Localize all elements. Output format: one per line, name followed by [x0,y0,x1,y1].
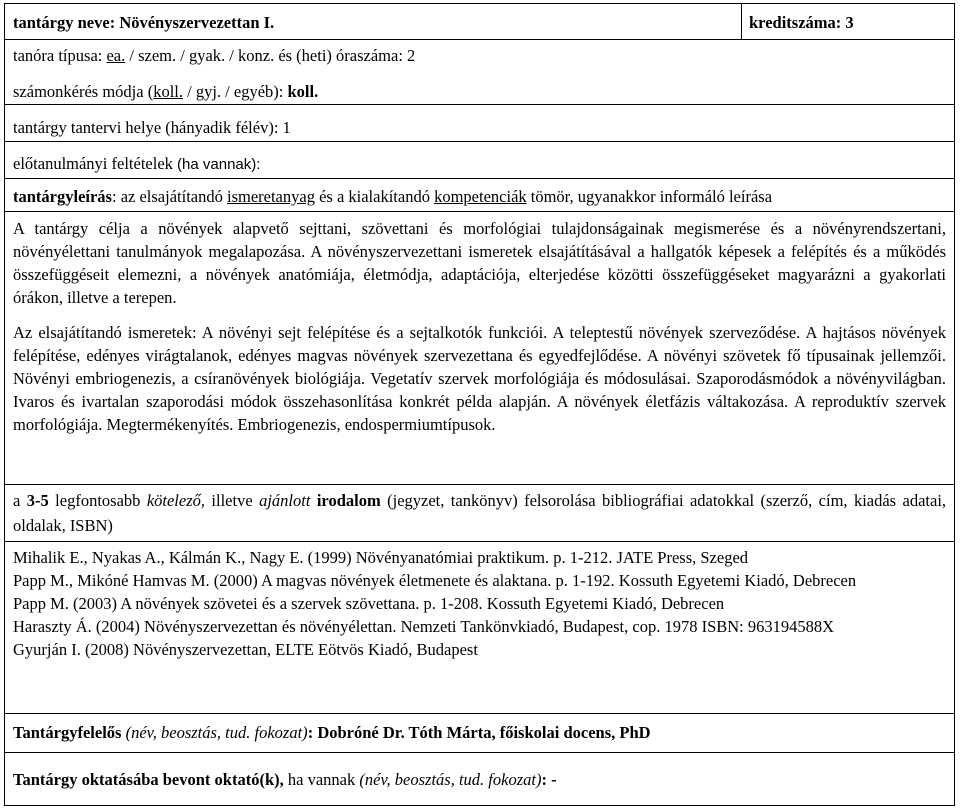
subject-name-cell [5,11,740,34]
description-text-2: ismeretanyag [226,187,315,206]
literature-item: Haraszty Á. (2004) Növényszervezettan és növényélettan. Nemzeti Tankönvkiadó, Budapest, cop. 1978 ISBN: 963194588X [13,617,835,636]
instructors-label: Tantárgy oktatásába bevont oktató(k), [13,770,284,789]
literature-item: Mihalik E., Nyakas A., Kálmán K., Nagy E. (1999) Növényanatómiai praktikum. p. 1-212. JATE Press, Szeged [13,548,749,567]
class-type-rest: / szem. / gyak. / konz. és (heti) óraszáma: 2 [125,46,416,65]
prereq-note: (ha vannak): [177,156,261,173]
lit-heading-1: a [13,491,27,510]
responsible-colon: : [307,723,318,742]
responsible-row [5,721,954,744]
exam-rest: / gyj. / egyéb): [183,82,288,101]
semester-row [5,116,954,139]
literature-list [5,546,954,661]
content-cell [5,217,954,436]
prereq-row [5,152,954,176]
lit-heading-8: irodalom [316,491,381,510]
aim-paragraph: A tantárgy célja a növények alapvető sejttani, szövettani és morfológiai tulajdonságainak megismerése és a növényrendszertani, növényélettani tanulmányok megalapozása. A növényszervezettani ismeretek elsajátításával a hallgatók képesek a felépítés és a működés összefüggéseit elemezni, a növények anatómiája, életmódja, adaptációja, elterjedése közötti összefüggéseket magyarázni a gyakorlati órákon, illetve a terepen. [13,219,946,307]
description-text-4: kompetenciák [434,187,527,206]
description-text-1: : az elsajátítandó [111,187,227,206]
instructors-mid: ha vannak [283,770,360,789]
credit-label: kreditszáma: 3 [749,13,854,32]
subject-label: tantárgy neve: [13,13,120,32]
instructors-note: (név, beosztás, tud. fokozat) [359,770,542,789]
lit-heading-3: legfontosabb [48,491,147,510]
description-heading [5,185,954,208]
lit-heading-9: (jegyzet, tankönyv) felsorolása bibliográfiai adatokkal (szerző, cím, kiadás adatai, oldalak, ISBN) [13,491,947,535]
instructors-end: : - [541,770,557,789]
lit-heading-2: 3-5 [26,491,49,510]
lit-heading-4: kötelező, [146,491,205,510]
lit-heading-6: ajánlott [259,491,311,510]
responsible-label: Tantárgyfelelős [13,723,122,742]
literature-item: Papp M. (2003) A növények szövetei és a szervek szövettana. p. 1-208. Kossuth Egyetemi Kiadó, Debrecen [13,594,725,613]
subject-name: Növényszervezettan I. [119,13,275,32]
class-type-prefix: tanóra típusa: [13,46,107,65]
description-text-5: tömör, ugyanakkor informáló leírása [526,187,773,206]
instructors-row [5,768,954,791]
exam-row [5,80,954,103]
literature-item: Papp M., Mikóné Hamvas M. (2000) A magvas növények életmenete és alaktana. p. 1-192. Kossuth Egyetemi Kiadó, Debrecen [13,571,857,590]
description-text-3: és a kialakítandó [314,187,435,206]
exam-koll: koll. [153,82,183,101]
semester-text: tantárgy tantervi helye (hányadik félév): 1 [13,118,291,137]
credit-cell [741,11,955,34]
prereq-label: előtanulmányi feltételek [13,154,178,173]
knowledge-paragraph: Az elsajátítandó ismeretek: A növényi sejt felépítése és a sejtalkotók funkciói. A teleptestű növények szerveződése. A hajtásos növények felépítése, edényes virágtalanok, edényes magvas növények szervezettana és egyedfejlődése. A növényi szövetek fő típusainak jellemzői. Növényi embriogenezis, a csíranövények biológiája. Vegetatív szervek morfológiája és módosulásai. Szaporodásmódok a növényvilágban. Ivaros és ivartalan szaporodási módok összehasonlítása konkrét példa alapján. A növények életfázis váltakozása. A reproduktív szervek morfológiája. Megtermékenyítés. Embriogenezis, endospermiumtípusok. [13,323,946,434]
description-label: tantárgyleírás [13,187,112,206]
literature-heading [5,488,954,538]
lit-heading-5: illetve [205,491,260,510]
responsible-note: (név, beosztás, tud. fokozat) [121,723,308,742]
class-type-ea: ea. [106,46,126,65]
responsible-name: Dobróné Dr. Tóth Márta, főiskolai docens, PhD [317,723,651,742]
course-description-table [4,3,955,806]
exam-prefix: számonkérés módja ( [13,82,154,101]
exam-value: koll. [287,82,319,101]
literature-item: Gyurján I. (2008) Növényszervezettan, ELTE Eötvös Kiadó, Budapest [13,640,478,659]
class-type-row [5,44,954,67]
